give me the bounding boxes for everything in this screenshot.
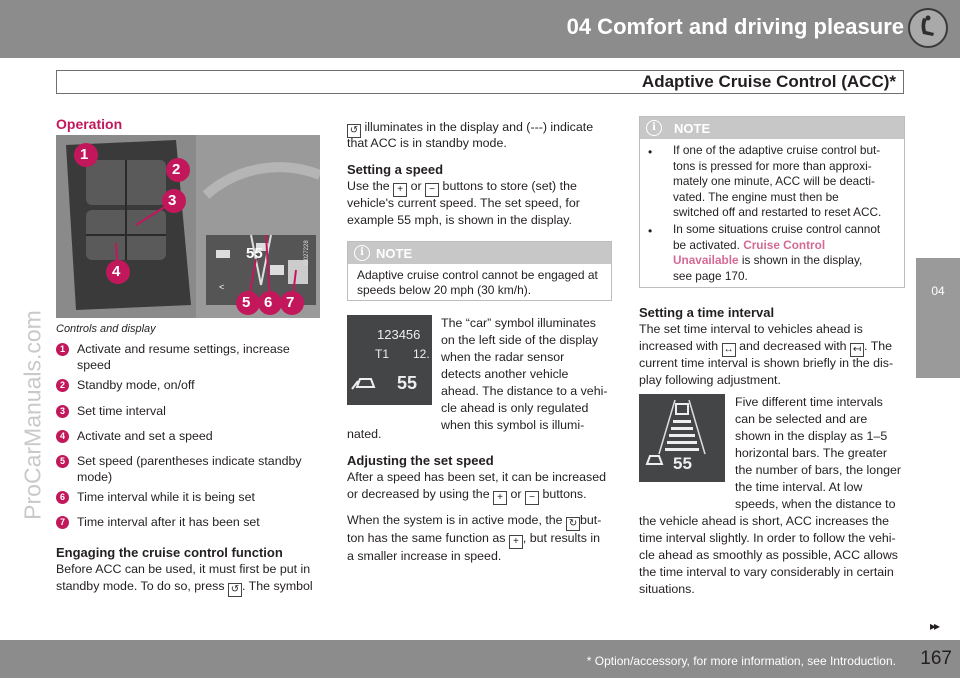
car-line-6: cle ahead is only regulated — [441, 401, 589, 415]
odometer-readout: 123456 — [377, 327, 421, 342]
wrap-line-2: can be selected and are — [735, 412, 868, 426]
legend-number-5: 5 — [56, 455, 69, 468]
wrap-line-5: the number of bars, the longer — [735, 463, 901, 477]
legend-text-1: Activate and resume settings, increase speed — [77, 342, 290, 372]
figure-code: G027228 — [304, 240, 310, 265]
note-label: NOTE — [674, 121, 711, 136]
adjusting-line-1: After a speed has been set, it can be increased — [347, 470, 606, 484]
decrease-interval-icon: ↤ — [850, 343, 864, 357]
trip-value: 12. — [413, 347, 430, 361]
cruise-control-highlight: Cruise Control — [743, 237, 826, 252]
bullet2-line-3 — [673, 253, 880, 269]
interval-line-4: play following adjustment. — [639, 373, 781, 387]
rest-line-4: the time interval to vary considerably in certain — [639, 565, 894, 579]
chapter-tab-number: 04 — [931, 284, 945, 298]
plus-button-icon: + — [509, 535, 523, 549]
interval-rest-paragraph — [639, 513, 898, 598]
legend-text-6: Time interval while it is being set — [77, 490, 255, 504]
bullet2-line-4: see page 170. — [673, 268, 748, 283]
car-line-4: detects another vehicle — [441, 367, 569, 381]
info-icon: i — [646, 120, 662, 136]
callout-7: 7 — [286, 294, 295, 311]
note-bullet-1 — [673, 143, 881, 221]
rest-line-5: situations. — [639, 582, 695, 596]
callout-6: 6 — [264, 294, 273, 311]
operation-heading: Operation — [56, 116, 123, 132]
engaging-line-2b: . The symbol — [241, 579, 313, 593]
bullet1-line-5: switched off and restarted to reset ACC. — [673, 205, 882, 219]
active-line-2a: ton has the same function as — [347, 531, 506, 545]
ss-line-1c: buttons to store (set) the — [442, 179, 577, 193]
minus-button-icon: − — [525, 491, 539, 505]
active-line-2 — [347, 530, 600, 549]
next-page-marker: ▸▸ — [929, 619, 938, 633]
callout-2: 2 — [172, 161, 181, 178]
car-line-2: on the left side of the display — [441, 333, 599, 347]
adj-line-2b: or — [510, 487, 522, 501]
car-line-1: The “car” symbol illuminates — [441, 316, 596, 330]
car-line-7: when this symbol is illumi- — [441, 418, 585, 432]
int-line-2a: increased with — [639, 339, 719, 353]
adjusting-heading: Adjusting the set speed — [347, 453, 494, 468]
callout-1: 1 — [80, 146, 89, 163]
plus-button-icon: + — [493, 491, 507, 505]
resume-button-icon: ↻ — [566, 517, 580, 531]
active-line-1b: but- — [580, 513, 602, 527]
note-header — [348, 242, 611, 264]
car-last-line: nated. — [347, 427, 382, 441]
section-title: Adaptive Cruise Control (ACC)* — [641, 72, 896, 91]
time-interval-heading: Setting a time interval — [639, 305, 775, 320]
increase-interval-icon: ↔ — [723, 344, 734, 355]
note-bullet-2 — [673, 222, 880, 284]
bullet1-line-4: vated. The engine must then be — [673, 189, 839, 204]
bullet1-line-2: tons is pressed for more than approxi- — [673, 158, 872, 173]
legend-number-4: 4 — [56, 430, 69, 443]
legend-text-3: Set time interval — [77, 404, 166, 418]
callout-3: 3 — [168, 192, 177, 209]
display-speed-55: 55 — [397, 373, 418, 393]
legend-number-7: 7 — [56, 516, 69, 529]
standby-button-icon: ↺ — [228, 583, 242, 597]
bullet-dot-1: • — [648, 145, 653, 159]
controls-and-display-photo — [56, 135, 320, 318]
active-line-1 — [347, 512, 601, 531]
rest-line-1: the vehicle ahead is short, ACC increases the — [639, 514, 890, 528]
rest-line-2: time interval slightly. In order to follow the vehi- — [639, 531, 896, 545]
note-text: Adaptive cruise control cannot be engaged at speeds below 20 mph (30 km/h). — [357, 268, 598, 297]
standby-symbol-icon: ↺ — [347, 124, 361, 138]
active-line-1a: When the system is in active mode, the — [347, 513, 563, 527]
adj-line-2c: buttons. — [542, 487, 587, 501]
adj-line-2a: or decreased by using the — [347, 487, 490, 501]
legend-text-4: Activate and set a speed — [77, 429, 213, 443]
svg-text:<: < — [219, 282, 225, 292]
ss-line-1b: or — [410, 179, 422, 193]
interval-display-speed: 55 — [673, 454, 692, 473]
legend-number-2: 2 — [56, 379, 69, 392]
engaging-heading: Engaging the cruise control function — [56, 545, 283, 560]
wrap-line-4: horizontal bars. The greater — [735, 446, 887, 460]
bullet1-line-1: If one of the adaptive cruise control but- — [673, 143, 881, 157]
interval-wrap-paragraph — [735, 394, 907, 513]
standby-paragraph-line-2: that ACC is in standby mode. — [347, 136, 507, 150]
trip-label: T1 — [375, 347, 390, 361]
bullet2-line-2 — [673, 238, 880, 254]
active-line-2b: , but results in — [522, 531, 601, 545]
display-speed: 55 — [246, 245, 263, 262]
engaging-line-2 — [56, 578, 313, 597]
interval-line-3: current time interval is shown briefly in the dis- — [639, 356, 894, 370]
car-seat-icon — [908, 8, 948, 48]
wrap-line-1: Five different time intervals — [735, 395, 883, 409]
callout-5: 5 — [242, 294, 251, 311]
callout-4: 4 — [112, 263, 121, 280]
rest-line-3: cle ahead as smoothly as possible, ACC allows — [639, 548, 898, 562]
chapter-tab — [916, 258, 960, 378]
legend-number-3: 3 — [56, 405, 69, 418]
bullet1-line-3: mately one minute, ACC will be deacti- — [673, 174, 875, 188]
watermark-text: ProCarManuals.com — [19, 310, 46, 520]
car-symbol-paragraph — [441, 315, 616, 434]
bullet2-line-1: In some situations cruise control cannot — [673, 222, 881, 236]
figure-caption: Controls and display — [56, 323, 156, 335]
watermark — [18, 190, 48, 640]
adjusting-line-2 — [347, 486, 587, 505]
standby-paragraph-rest: illuminates in the display and (---) indicate — [364, 120, 594, 134]
unavailable-highlight: Unavailable — [673, 253, 739, 267]
bullet2-line-2-text: be activated. — [673, 237, 740, 252]
plus-button-icon: + — [393, 183, 407, 197]
note-label: NOTE — [376, 246, 413, 261]
legend-text-7: Time interval after it has been set — [77, 515, 260, 529]
minus-button-icon: − — [425, 183, 439, 197]
engaging-line-2a: standby mode. To do so, press — [56, 579, 225, 593]
info-icon: i — [354, 245, 370, 261]
legend-number-6: 6 — [56, 491, 69, 504]
interval-line-1: The set time interval to vehicles ahead is — [639, 322, 863, 336]
int-line-2b: and decreased with — [739, 339, 847, 353]
car-line-5: ahead. The distance to a vehi- — [441, 384, 608, 398]
wrap-line-6: the time interval. At low — [735, 480, 863, 494]
active-line-3: a smaller increase in speed. — [347, 549, 502, 563]
time-interval-display-image — [639, 394, 725, 482]
int-line-2c: . The — [864, 339, 893, 353]
legend-text-2: Standby mode, on/off — [77, 378, 195, 392]
wrap-line-3: shown in the display as 1–5 — [735, 429, 888, 443]
car-symbol-icon — [351, 371, 381, 393]
setting-speed-line-2: vehicle's current speed. The set speed, for — [347, 196, 580, 210]
setting-speed-heading: Setting a speed — [347, 162, 444, 177]
legend-text-5: Set speed (parentheses indicate standby mode) — [77, 454, 302, 484]
chapter-title: 04 Comfort and driving pleasure — [566, 14, 904, 39]
legend-number-1: 1 — [56, 343, 69, 356]
bullet2-line-3-text: is shown in the display, — [741, 253, 863, 267]
footnote: * Option/accessory, for more information, see Introduction. — [586, 654, 896, 668]
bullet-dot-2: • — [648, 224, 653, 238]
page-number: 167 — [920, 648, 952, 669]
note-header — [640, 117, 904, 139]
car-line-3: when the radar sensor — [441, 350, 565, 364]
ss-line-1a: Use the — [347, 179, 390, 193]
setting-speed-line-3: example 55 mph, is shown in the display. — [347, 213, 572, 227]
car-symbol-display-image — [347, 315, 432, 405]
wrap-line-7: speeds, when the distance to — [735, 497, 896, 511]
engaging-line-1: Before ACC can be used, it must first be put in — [56, 562, 311, 576]
note-box-speed — [347, 241, 612, 301]
